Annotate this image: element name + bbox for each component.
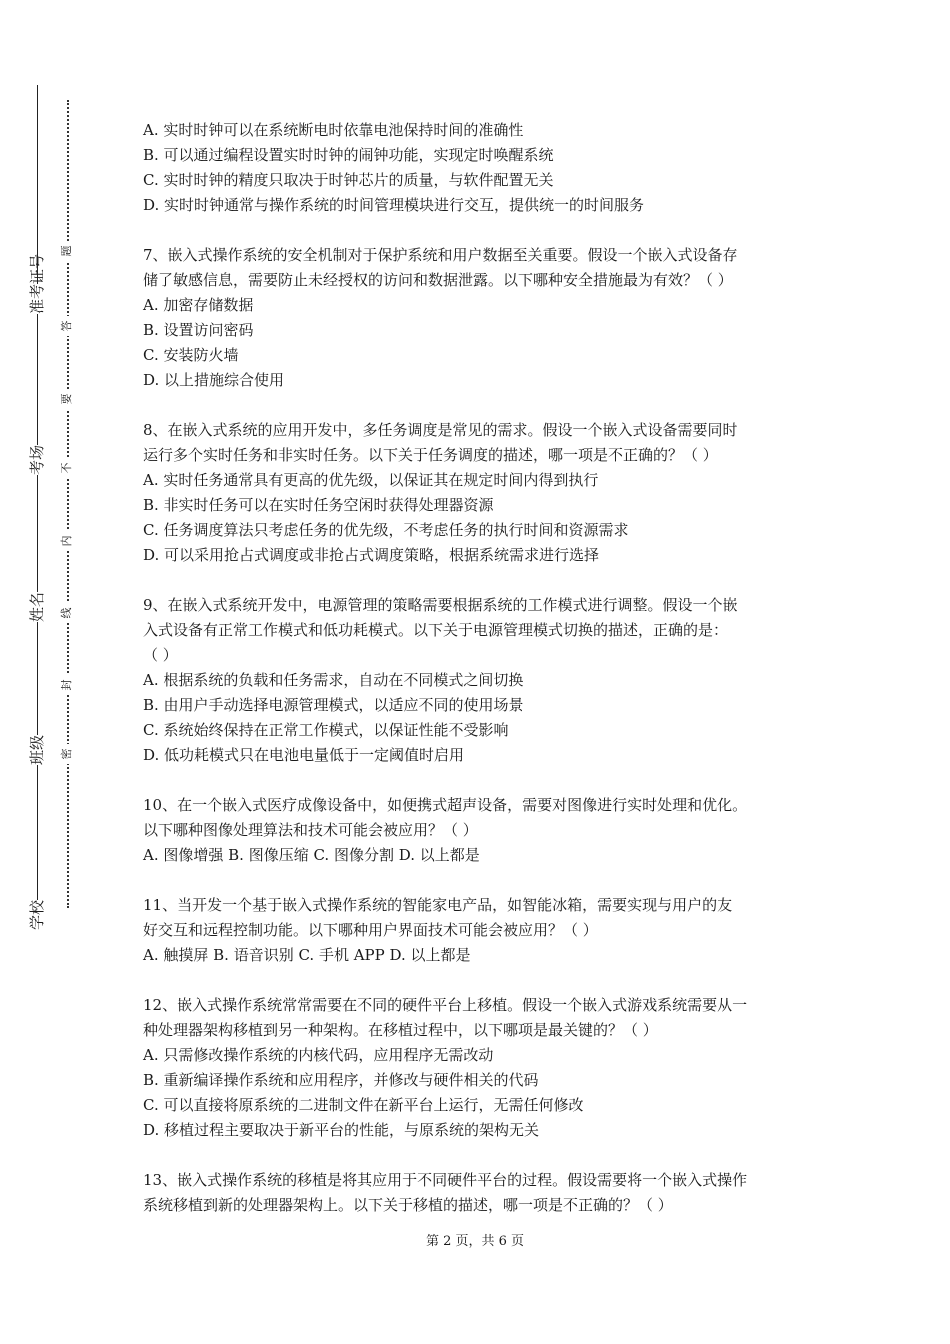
option-line: B. 由用户手动选择电源管理模式，以适应不同的使用场景 — [143, 696, 524, 714]
question-block — [143, 1168, 813, 1218]
question-block — [143, 243, 813, 393]
option-line: C. 实时时钟的精度只取决于时钟芯片的质量，与软件配置无关 — [143, 171, 554, 189]
question-stem-line: 以下哪种图像处理算法和技术可能会被应用？（ ） — [143, 821, 478, 839]
option-line: C. 系统始终保持在正常工作模式，以保证性能不受影响 — [143, 721, 509, 739]
question-stem-line: （ ） — [143, 646, 178, 664]
question-block — [143, 893, 813, 968]
seal-char: 题 — [57, 241, 77, 261]
seal-char: 不 — [57, 458, 77, 478]
option-line: A. 实时时钟可以在系统断电时依靠电池保持时间的准确性 — [143, 121, 524, 139]
option-line: A. 加密存储数据 — [143, 296, 254, 314]
question-stem-line: 储了敏感信息，需要防止未经授权的访问和数据泄露。以下哪种安全措施最为有效？（ ） — [143, 271, 733, 289]
option-line: A. 只需修改操作系统的内核代码，应用程序无需改动 — [143, 1046, 494, 1064]
option-line: B. 非实时任务可以在实时任务空闲时获得处理器资源 — [143, 496, 494, 514]
field-label-exam-room: 考场 — [22, 445, 52, 475]
seal-char: 答 — [57, 316, 77, 336]
option-line: C. 可以直接将原系统的二进制文件在新平台上运行，无需任何修改 — [143, 1096, 584, 1114]
seal-char: 线 — [57, 603, 77, 623]
page-number-footer: 第 2 页，共 6 页 — [425, 1234, 525, 1249]
option-line: B. 可以通过编程设置实时时钟的闹钟功能，实现定时唤醒系统 — [143, 146, 554, 164]
question-block — [143, 593, 813, 768]
option-line: D. 可以采用抢占式调度或非抢占式调度策略，根据系统需求进行选择 — [143, 546, 600, 564]
question-stem-line: 运行多个实时任务和非实时任务。以下关于任务调度的描述，哪一项是不正确的？（ ） — [143, 446, 718, 464]
question-stem-line: 系统移植到新的处理器架构上。以下关于移植的描述，哪一项是不正确的？（ ） — [143, 1196, 673, 1214]
question-stem-line: 种处理器架构移植到另一种架构。在移植过程中，以下哪项是最关键的？（ ） — [143, 1021, 658, 1039]
question-stem-line: 入式设备有正常工作模式和低功耗模式。以下关于电源管理模式切换的描述，正确的是： — [143, 621, 729, 639]
question-stem-line: 11、当开发一个基于嵌入式操作系统的智能家电产品，如智能冰箱，需要实现与用户的友 — [143, 896, 733, 914]
option-line: B. 设置访问密码 — [143, 321, 254, 339]
field-label-exam-number: 准考证号 — [22, 284, 52, 314]
question-stem-line: 8、在嵌入式系统的应用开发中，多任务调度是常见的需求。假设一个嵌入式设备需要同时 — [143, 421, 738, 439]
seal-char: 密 — [57, 744, 77, 764]
option-line: A. 触摸屏 B. 语音识别 C. 手机 APP D. 以上都是 — [143, 946, 471, 964]
seal-char: 内 — [57, 531, 77, 551]
field-label-school: 学校 — [22, 900, 52, 930]
option-line: C. 安装防火墙 — [143, 346, 239, 364]
question-block — [143, 418, 813, 568]
option-line: B. 重新编译操作系统和应用程序，并修改与硬件相关的代码 — [143, 1071, 539, 1089]
binding-margin — [0, 0, 110, 1344]
field-label-class: 班级 — [22, 735, 52, 765]
option-line: D. 以上措施综合使用 — [143, 371, 285, 389]
option-line: D. 低功耗模式只在电池电量低于一定阈值时启用 — [143, 746, 465, 764]
binding-solid-line — [37, 85, 38, 925]
question-stem-line: 9、在嵌入式系统开发中，电源管理的策略需要根据系统的工作模式进行调整。假设一个嵌 — [143, 596, 738, 614]
question-block — [143, 993, 813, 1143]
question-block — [143, 118, 813, 218]
option-line: A. 根据系统的负载和任务需求，自动在不同模式之间切换 — [143, 671, 524, 689]
question-stem-line: 10、在一个嵌入式医疗成像设备中，如便携式超声设备，需要对图像进行实时处理和优化。 — [143, 796, 748, 814]
question-stem-line: 7、嵌入式操作系统的安全机制对于保护系统和用户数据至关重要。假设一个嵌入式设备存 — [143, 246, 738, 264]
binding-dotted-line — [67, 100, 69, 908]
seal-char: 封 — [57, 675, 77, 695]
option-line: C. 任务调度算法只考虑任务的优先级，不考虑任务的执行时间和资源需求 — [143, 521, 629, 539]
seal-char: 要 — [57, 389, 77, 409]
question-stem-line: 12、嵌入式操作系统常常需要在不同的硬件平台上移植。假设一个嵌入式游戏系统需要从一 — [143, 996, 748, 1014]
option-line: D. 移植过程主要取决于新平台的性能，与原系统的架构无关 — [143, 1121, 540, 1139]
option-line: A. 图像增强 B. 图像压缩 C. 图像分割 D. 以上都是 — [143, 846, 480, 864]
question-stem-line: 好交互和远程控制功能。以下哪种用户界面技术可能会被应用？（ ） — [143, 921, 598, 939]
question-content — [143, 118, 813, 1218]
field-label-name: 姓名 — [22, 592, 52, 622]
question-block — [143, 793, 813, 868]
option-line: D. 实时时钟通常与操作系统的时间管理模块进行交互，提供统一的时间服务 — [143, 196, 645, 214]
question-stem-line: 13、嵌入式操作系统的移植是将其应用于不同硬件平台的过程。假设需要将一个嵌入式操作 — [143, 1171, 748, 1189]
option-line: A. 实时任务通常具有更高的优先级，以保证其在规定时间内得到执行 — [143, 471, 599, 489]
